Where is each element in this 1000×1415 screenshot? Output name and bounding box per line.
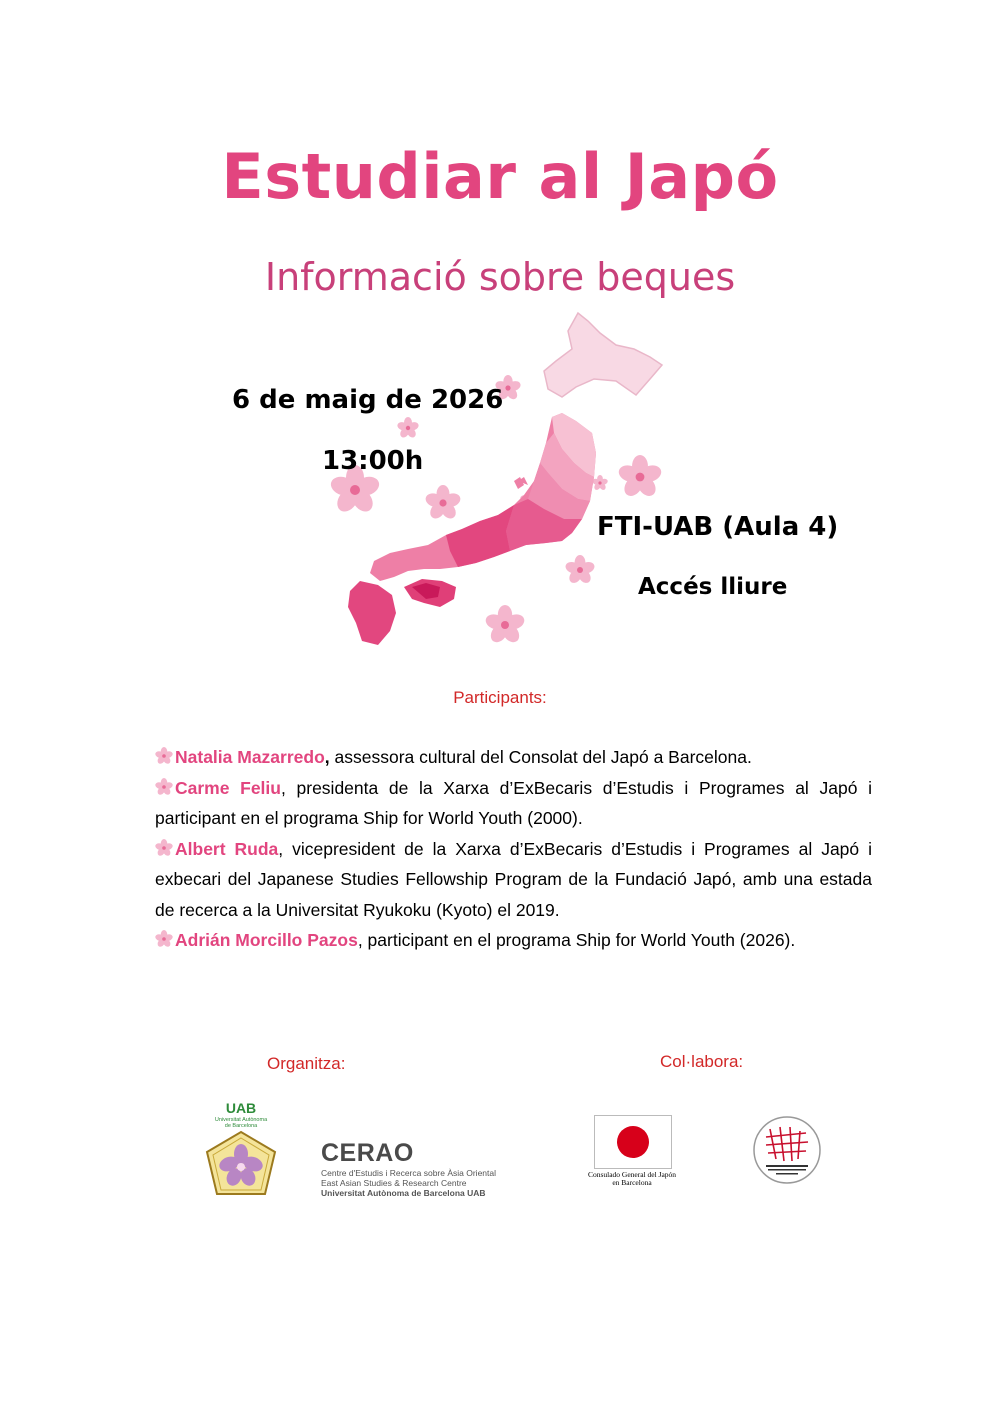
uab-logo [200,1100,282,1196]
poster-title: Estudiar al Japó [221,140,779,213]
consulado-logo [582,1115,692,1187]
participant-name: Adrián Morcillo Pazos [175,930,358,950]
cerao-logo-name: CERAO [321,1139,414,1167]
cherry-blossom-icon [155,839,173,857]
small-islands [514,477,528,489]
shikoku-island [404,579,456,607]
participant-name: Carme Feliu [175,777,281,798]
event-access: Accés lliure [638,574,788,600]
uab-emblem-icon [205,1130,277,1196]
event-date: 6 de maig de 2026 [232,385,504,415]
list-item [155,773,872,834]
cerao-logo-line: Universitat Autònoma de Barcelona UAB [321,1188,486,1198]
uab-logo-subtitle: Universitat Autònoma de Barcelona [214,1117,268,1129]
hokkaido-island [544,313,662,397]
participant-name: Natalia Mazarredo [175,747,325,767]
list-item [155,925,872,956]
kyushu-island [348,581,396,645]
organizer-label: Organitza: [267,1054,346,1073]
list-item [155,834,872,926]
cerao-logo-line: Centre d'Estudis i Recerca sobre Àsia Oriental [321,1168,497,1178]
participant-description: , presidenta de la Xarxa d’ExBecaris d’Estudis i Programes al Japó i participant en el programa Ship for World Youth (2000). [155,777,872,828]
xarxa-exbecaris-logo [752,1115,822,1185]
participant-description: assessora cultural del Consolat del Japó a Barcelona. [329,747,752,767]
cherry-blossom-icon [155,778,173,796]
poster-subtitle: Informació sobre beques [264,255,736,299]
event-time: 13:00h [322,446,424,476]
list-item [155,742,872,773]
cherry-blossom-icon [155,930,173,948]
cerao-logo [321,1138,521,1198]
cherry-blossom-icon [155,747,173,765]
cerao-logo-line: East Asian Studies & Research Centre [321,1178,467,1188]
participant-separator: , [324,747,330,767]
consulado-logo-text: Consulado General del Japón en Barcelona [587,1170,677,1187]
uab-logo-name: UAB [225,1100,257,1116]
participants-heading: Participants: [453,688,547,707]
event-location: FTI-UAB (Aula 4) [597,512,839,542]
honshu-island [370,413,596,581]
japan-map-illustration [300,305,700,655]
participant-description: , participant en el programa Ship for World Youth (2026). [357,930,796,950]
japan-flag-icon [594,1115,672,1169]
participant-name: Albert Ruda [175,838,279,859]
collaborator-label: Col·labora: [660,1052,744,1071]
participants-list [155,742,872,956]
participant-description: , vicepresident de la Xarxa d’ExBecaris d’Estudis i Programes al Japó i exbecari del Japanese Studies Fellowship Program de la Fundació Japó, amb una estada de recerca a la Universitat Ryukoku (Kyoto) el 2019. [155,838,872,920]
